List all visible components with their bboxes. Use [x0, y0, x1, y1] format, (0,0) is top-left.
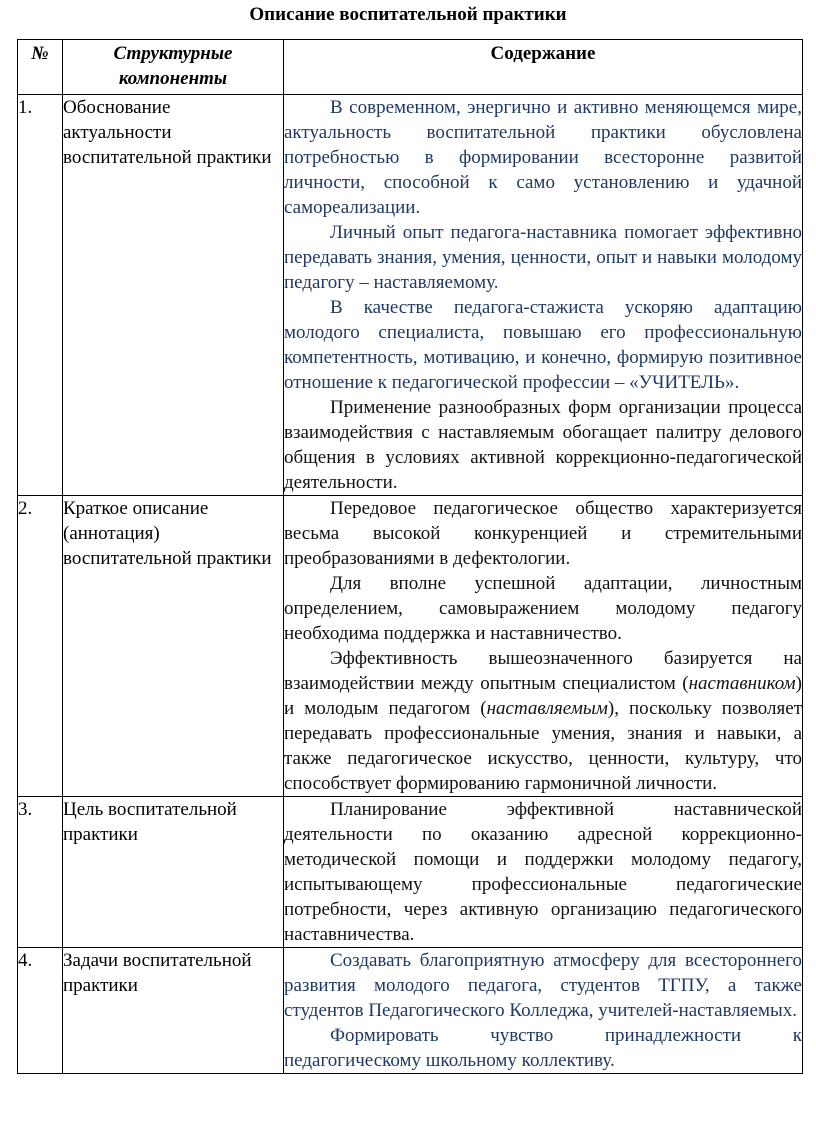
content-paragraph: В современном, энергично и активно меняющемся мире, актуальность воспитательной практики обусловлена потребностью в формировании всесторонне развитой личности, способной к само установлению и удачной самореализации.	[284, 97, 802, 218]
column-header-content: Содержание	[284, 40, 803, 95]
table-row	[18, 948, 803, 1074]
content-paragraph: В качестве педагога-стажиста ускоряю адаптацию молодого специалиста, повышаю его профессиональную компетентность, мотивацию, и конечно, формирую позитивное отношение к педагогической профессии – «УЧИТЕЛЬ».	[284, 297, 802, 393]
row-content	[284, 95, 803, 496]
content-paragraph: Личный опыт педагога-наставника помогает эффективно передавать знания, умения, ценности, опыт и навыки молодому педагогу – наставляемому.	[284, 222, 802, 293]
row-number: 2.	[18, 496, 63, 797]
row-content	[284, 948, 803, 1074]
table-header-row	[18, 40, 803, 95]
italic-term: наставником	[688, 673, 796, 694]
row-content	[284, 496, 803, 797]
row-content	[284, 797, 803, 948]
content-paragraph: Создавать благоприятную атмосферу для всестороннего развития молодого педагога, студентов ТГПУ, а также студентов Педагогического Колледжа, учителей-наставляемых.	[284, 950, 802, 1021]
row-component: Обоснование актуальности воспитательной практики	[63, 95, 284, 496]
document-title: Описание воспитательной практики	[249, 4, 567, 25]
row-component: Задачи воспитательной практики	[63, 948, 284, 1074]
row-number: 1.	[18, 95, 63, 496]
row-component: Цель воспитательной практики	[63, 797, 284, 948]
practice-table	[17, 39, 803, 1074]
column-header-component: Структурные компоненты	[63, 40, 284, 95]
table-row	[18, 797, 803, 948]
content-paragraph: Планирование эффективной наставнической деятельности по оказанию адресной коррекционно-методической помощи и поддержки молодому педагогу, испытывающему профессиональные педагогические потребности, через активную организацию педагогического наставничества.	[284, 799, 802, 945]
italic-term: наставляемым	[486, 698, 608, 719]
table-row	[18, 95, 803, 496]
content-paragraph: Применение разнообразных форм организации процесса взаимодействия с наставляемым обогащает палитру делового общения в условиях активной коррекционно-педагогической деятельности.	[284, 397, 802, 493]
column-header-num: №	[18, 40, 63, 95]
content-paragraph: Передовое педагогическое общество характеризуется весьма высокой конкуренцией и стремительными преобразованиями в дефектологии.	[284, 498, 802, 569]
content-paragraph: Эффективность вышеозначенного базируется на взаимодействии между опытным специалистом (наставником) и молодым педагогом (наставляемым), поскольку позволяет передавать профессиональные умения, знания и навыки, а также педагогическое искусство, ценности, культуру, что способствует формированию гармоничной личности.	[284, 648, 802, 794]
row-component: Краткое описание (аннотация) воспитательной практики	[63, 496, 284, 797]
row-number: 4.	[18, 948, 63, 1074]
table-row	[18, 496, 803, 797]
content-paragraph: Для вполне успешной адаптации, личностным определением, самовыражением молодому педагогу необходима поддержка и наставничество.	[284, 573, 802, 644]
content-paragraph: Формировать чувство принадлежности к педагогическому школьному коллективу.	[284, 1025, 802, 1071]
row-number: 3.	[18, 797, 63, 948]
